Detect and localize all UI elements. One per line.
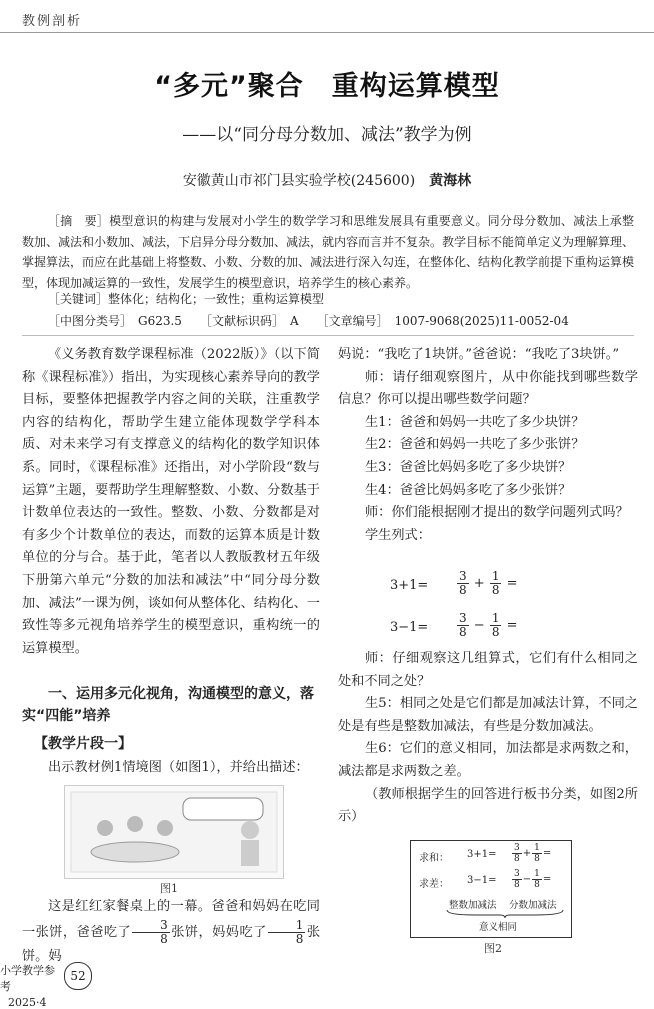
figure-2-board — [410, 840, 572, 938]
equation-frac-add — [456, 570, 518, 597]
equation-int-add: 3+1= — [390, 578, 429, 593]
fraction-denominator: 8 — [491, 625, 500, 639]
dialogue-line: 生2：爸爸和妈妈一共吃了多少张饼？ — [365, 437, 585, 453]
fraction-mom — [268, 919, 306, 946]
dialogue-line: 师：你们能根据刚才提出的数学问题列式吗？ — [365, 505, 629, 521]
author-line — [0, 170, 654, 190]
fraction-numerator: 1 — [268, 919, 306, 933]
dialogue-line: 师：仔细观察这几组算式，它们有什么相同之处和不同之处？ — [338, 651, 638, 689]
right-column-dialogue — [338, 344, 638, 547]
equals-sign: = — [542, 874, 552, 885]
section-heading-1: 一、运用多元化视角，沟通模型的意义，落实“四能”培养 — [22, 686, 314, 724]
figure-1-caption: 图1 — [160, 882, 178, 895]
story-text-c: 张饼。妈 — [22, 924, 321, 964]
classification-meta: ［中图分类号］ G623.5 ［文献标识码］ A ［文章编号］ 1007-9068(2025)11-0052-04 — [48, 314, 569, 328]
show-line: 出示教材例1情境图（如图1），并给出描述： — [48, 760, 309, 775]
abstract: ［摘 要］模型意识的构建与发展对小学生的数学学习和思维发展具有重要意义。同分母分数加、减法上承整数加、减法和小数加、减法，下启异分母分数加、减法，就内容而言并不复杂。教学目标不能简单定义为理解算理、掌握算法，而应在此基础上将整数、小数、分数的加、减法进行深入勾连，在整体化、结构化教学前提下重构运算模型，体现加减运算的一致性，发展学生的模型意识，培养学生的核心素养。 — [22, 214, 635, 290]
fraction-denominator: 8 — [534, 880, 540, 890]
family-dinner-illustration — [65, 786, 283, 878]
fraction-numerator: 3 — [514, 843, 520, 853]
fig2-diff-int: 3−1= — [467, 875, 497, 886]
dialogue-line: 生5：相同之处是它们都是加减法计算，不同之处是有些是整数加减法，有些是分数加减法。 — [338, 696, 638, 734]
fraction-numerator: 1 — [534, 869, 540, 879]
fig2-diff-label: 求差： — [419, 879, 449, 890]
footer-journal: 小学教学参考 — [0, 964, 55, 993]
author-name: 黄海林 — [429, 173, 472, 189]
page-number: 52 — [64, 962, 92, 990]
section-tag: 教例剖析 — [22, 14, 83, 29]
dialogue-line: 学生列式： — [365, 527, 431, 543]
fig2-sum-frac — [511, 843, 551, 864]
fig2-bottom-label: 意义相同 — [479, 922, 518, 933]
header-divider — [0, 32, 654, 33]
equals-sign: = — [542, 848, 552, 859]
minus-sign: − — [522, 874, 532, 885]
fraction-numerator: 3 — [132, 919, 170, 933]
fraction-denominator: 8 — [514, 880, 520, 890]
fraction-numerator: 1 — [491, 569, 500, 583]
fig2-col2: 分数加减法 — [509, 900, 557, 911]
fig2-brace — [445, 909, 565, 919]
dialogue-line: （教师根据学生的回答进行板书分类，如图2所示） — [338, 786, 638, 825]
fraction-denominator: 8 — [295, 931, 304, 946]
fig2-col1: 整数加减法 — [449, 900, 497, 911]
dialogue-line: 生4：爸爸比妈妈多吃了多少张饼？ — [365, 482, 572, 498]
story-text-b: 张饼，妈妈吃了 — [170, 924, 267, 940]
fraction-denominator: 8 — [491, 583, 500, 597]
fraction-numerator: 3 — [459, 569, 467, 583]
segment-heading: 【教学片段一】 — [34, 736, 132, 752]
dialogue-line: 生3：爸爸比妈妈多吃了多少块饼？ — [365, 459, 572, 475]
fraction-denominator: 8 — [459, 583, 467, 597]
equals-sign: = — [506, 576, 518, 591]
plus-sign: + — [522, 848, 532, 859]
article-title: “多元”聚合 重构运算模型 — [154, 71, 500, 102]
fraction-numerator: 1 — [491, 611, 500, 625]
dialogue-line: 妈说：“我吃了1块饼。”爸爸说：“我吃了3块饼。” — [338, 347, 620, 362]
fraction-denominator: 8 — [514, 854, 520, 864]
footer-issue: 2025·4 — [8, 996, 47, 1009]
fig2-sum-int: 3+1= — [467, 849, 497, 860]
minus-sign: − — [473, 618, 485, 633]
fraction-denominator: 8 — [534, 854, 540, 864]
story-paragraph — [22, 896, 320, 968]
intro-paragraph: 《义务教育数学课程标准（2022版）》（以下简称《课程标准》）指出，为实现核心素养导向的教学目标，要整体把握教学内容之间的关联，注重教学内容的结构化，帮助学生建立能体现数学学科本质、对未来学习有支撑意义的结构化的数学知识体系。同时，《课程标准》还指出，对小学阶段“数与运算”主题，要帮助学生理解整数、小数、分数基于计数单位表达的一致性。整数、小数、分数都是对有多少个计数单位的表达，而数的运算本质是计数单位的分与合。基于此，笔者以人教版教材五年级下册第六单元“分数的加法和减法”中“同分母分数加、减法”一课为例，谈如何从整体化、结构化、一致性等多元视角培养学生的模型意识，重构统一的运算模型。 — [22, 347, 320, 656]
fraction-dad — [132, 919, 170, 946]
fraction-numerator: 3 — [459, 611, 467, 625]
article-subtitle: ——以“同分母分数加、减法”教学为例 — [182, 125, 472, 145]
section-divider — [22, 335, 634, 336]
equals-sign: = — [506, 618, 518, 633]
fig2-sum-label: 求和： — [419, 853, 449, 864]
figure-2-caption: 图2 — [484, 942, 502, 955]
story-text-a: 这是红红家餐桌上的一幕。爸爸和妈妈在吃同一张饼，爸爸吃了 — [22, 899, 320, 940]
right-column-dialogue-2 — [338, 648, 638, 829]
dialogue-line: 生1：爸爸和妈妈一共吃了多少块饼？ — [365, 414, 585, 430]
fig2-diff-frac — [511, 869, 551, 890]
keywords: ［关键词］整体化；结构化；一致性；重构运算模型 — [48, 292, 325, 306]
fraction-denominator: 8 — [160, 931, 168, 946]
fraction-numerator: 1 — [534, 843, 540, 853]
fraction-denominator: 8 — [459, 625, 467, 639]
figure-1-illustration — [64, 785, 284, 879]
dialogue-line: 师：请仔细观察图片，从中你能找到哪些数学信息？你可以提出哪些数学问题？ — [338, 369, 638, 408]
equation-int-sub: 3−1= — [390, 620, 429, 635]
plus-sign: + — [473, 576, 485, 591]
dialogue-line: 生6：它们的意义相同，加法都是求两数之和，减法都是求两数之差。 — [338, 741, 638, 779]
fraction-numerator: 3 — [514, 869, 520, 879]
author-affiliation: 安徽黄山市祁门县实验学校(245600) — [182, 173, 416, 189]
footer-journal-block — [0, 962, 58, 1009]
equation-frac-sub — [456, 612, 518, 639]
